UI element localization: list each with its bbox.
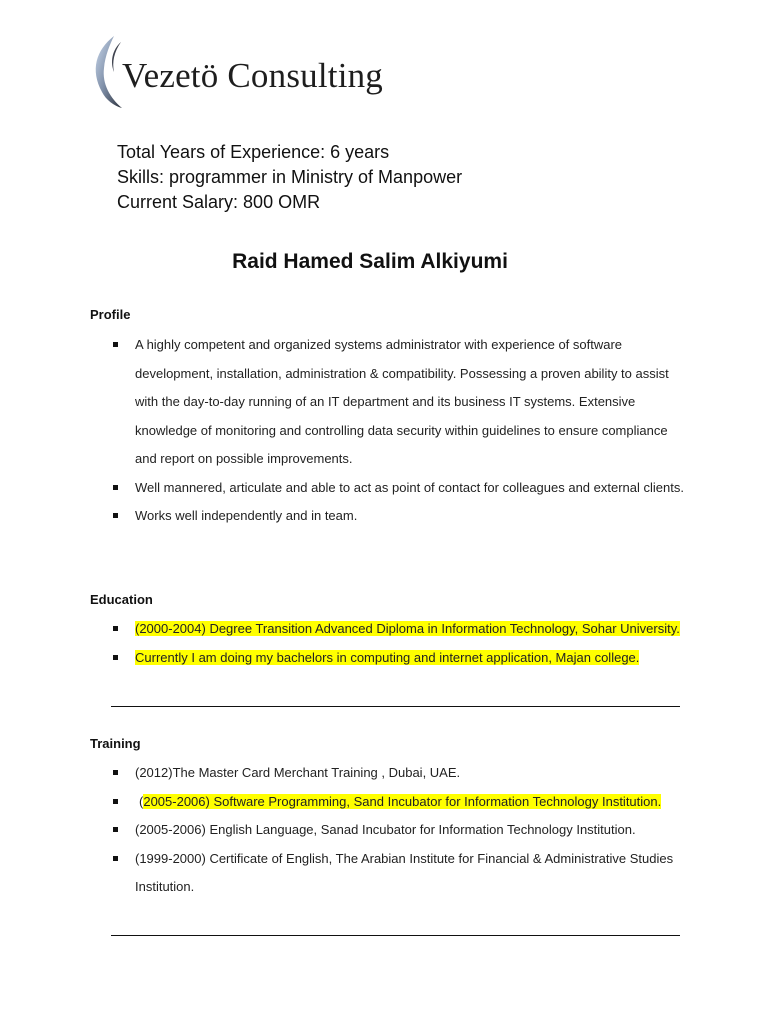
training-item-text: 2005-2006) Software Programming, Sand Incubator for Information Technology Institution. — [143, 793, 662, 809]
list-item — [110, 845, 685, 902]
training-item-text: (2005-2006) English Language, Sanad Incubator for Information Technology Institution. — [135, 822, 636, 837]
training-item-text: (2012)The Master Card Merchant Training , Dubai, UAE. — [135, 765, 461, 780]
skills-line: Skills: programmer in Ministry of Manpower — [117, 167, 463, 187]
logo-text: Vezetö Consulting — [122, 56, 384, 95]
education-item-text: (2000-2004) Degree Transition Advanced Diploma in Information Technology, Sohar University. — [135, 621, 680, 636]
list-item — [110, 331, 685, 474]
bullet-icon — [113, 856, 118, 861]
section-divider — [111, 935, 680, 936]
candidate-name: Raid Hamed Salim Alkiyumi — [232, 250, 508, 273]
experience-line: Total Years of Experience: 6 years — [117, 142, 390, 162]
list-item — [110, 615, 685, 644]
list-item — [110, 474, 685, 503]
training-list — [110, 759, 685, 902]
profile-item-text: Works well independently and in team. — [135, 508, 358, 523]
salary-line: Current Salary: 800 OMR — [117, 192, 321, 212]
list-item — [110, 644, 685, 673]
education-heading: Education — [90, 592, 153, 607]
education-list — [110, 615, 685, 672]
bullet-icon — [113, 655, 118, 660]
bullet-icon — [113, 513, 118, 518]
education-item-text: Currently I am doing my bachelors in computing and internet application, Majan college. — [135, 649, 640, 665]
bullet-icon — [113, 827, 118, 832]
bullet-icon — [113, 770, 118, 775]
list-item — [110, 788, 685, 817]
company-logo — [88, 28, 396, 108]
list-item — [110, 759, 685, 788]
profile-heading: Profile — [90, 307, 131, 322]
list-item — [110, 816, 685, 845]
bullet-icon — [113, 485, 118, 490]
list-item — [110, 502, 685, 531]
training-item-text: (1999-2000) Certificate of English, The Arabian Institute for Financial & Administrative Studies Institution. — [135, 850, 674, 894]
training-item-prefix: ( — [139, 793, 144, 809]
section-divider — [111, 706, 680, 707]
bullet-icon — [113, 626, 118, 631]
bullet-icon — [113, 342, 118, 347]
profile-item-text: A highly competent and organized systems administrator with experience of software development, installation, administration & compatibility. Possessing a proven ability to assist with the day-to-day running of an IT department and its business IT systems. Extensive knowledge of monitoring and controlling data security within guidelines to ensure compliance and report on possible improvements. — [135, 337, 669, 466]
profile-list — [110, 331, 685, 531]
training-heading: Training — [90, 736, 141, 751]
profile-item-text: Well mannered, articulate and able to act as point of contact for colleagues and external clients. — [135, 479, 684, 495]
candidate-summary — [117, 140, 462, 215]
bullet-icon — [113, 799, 118, 804]
